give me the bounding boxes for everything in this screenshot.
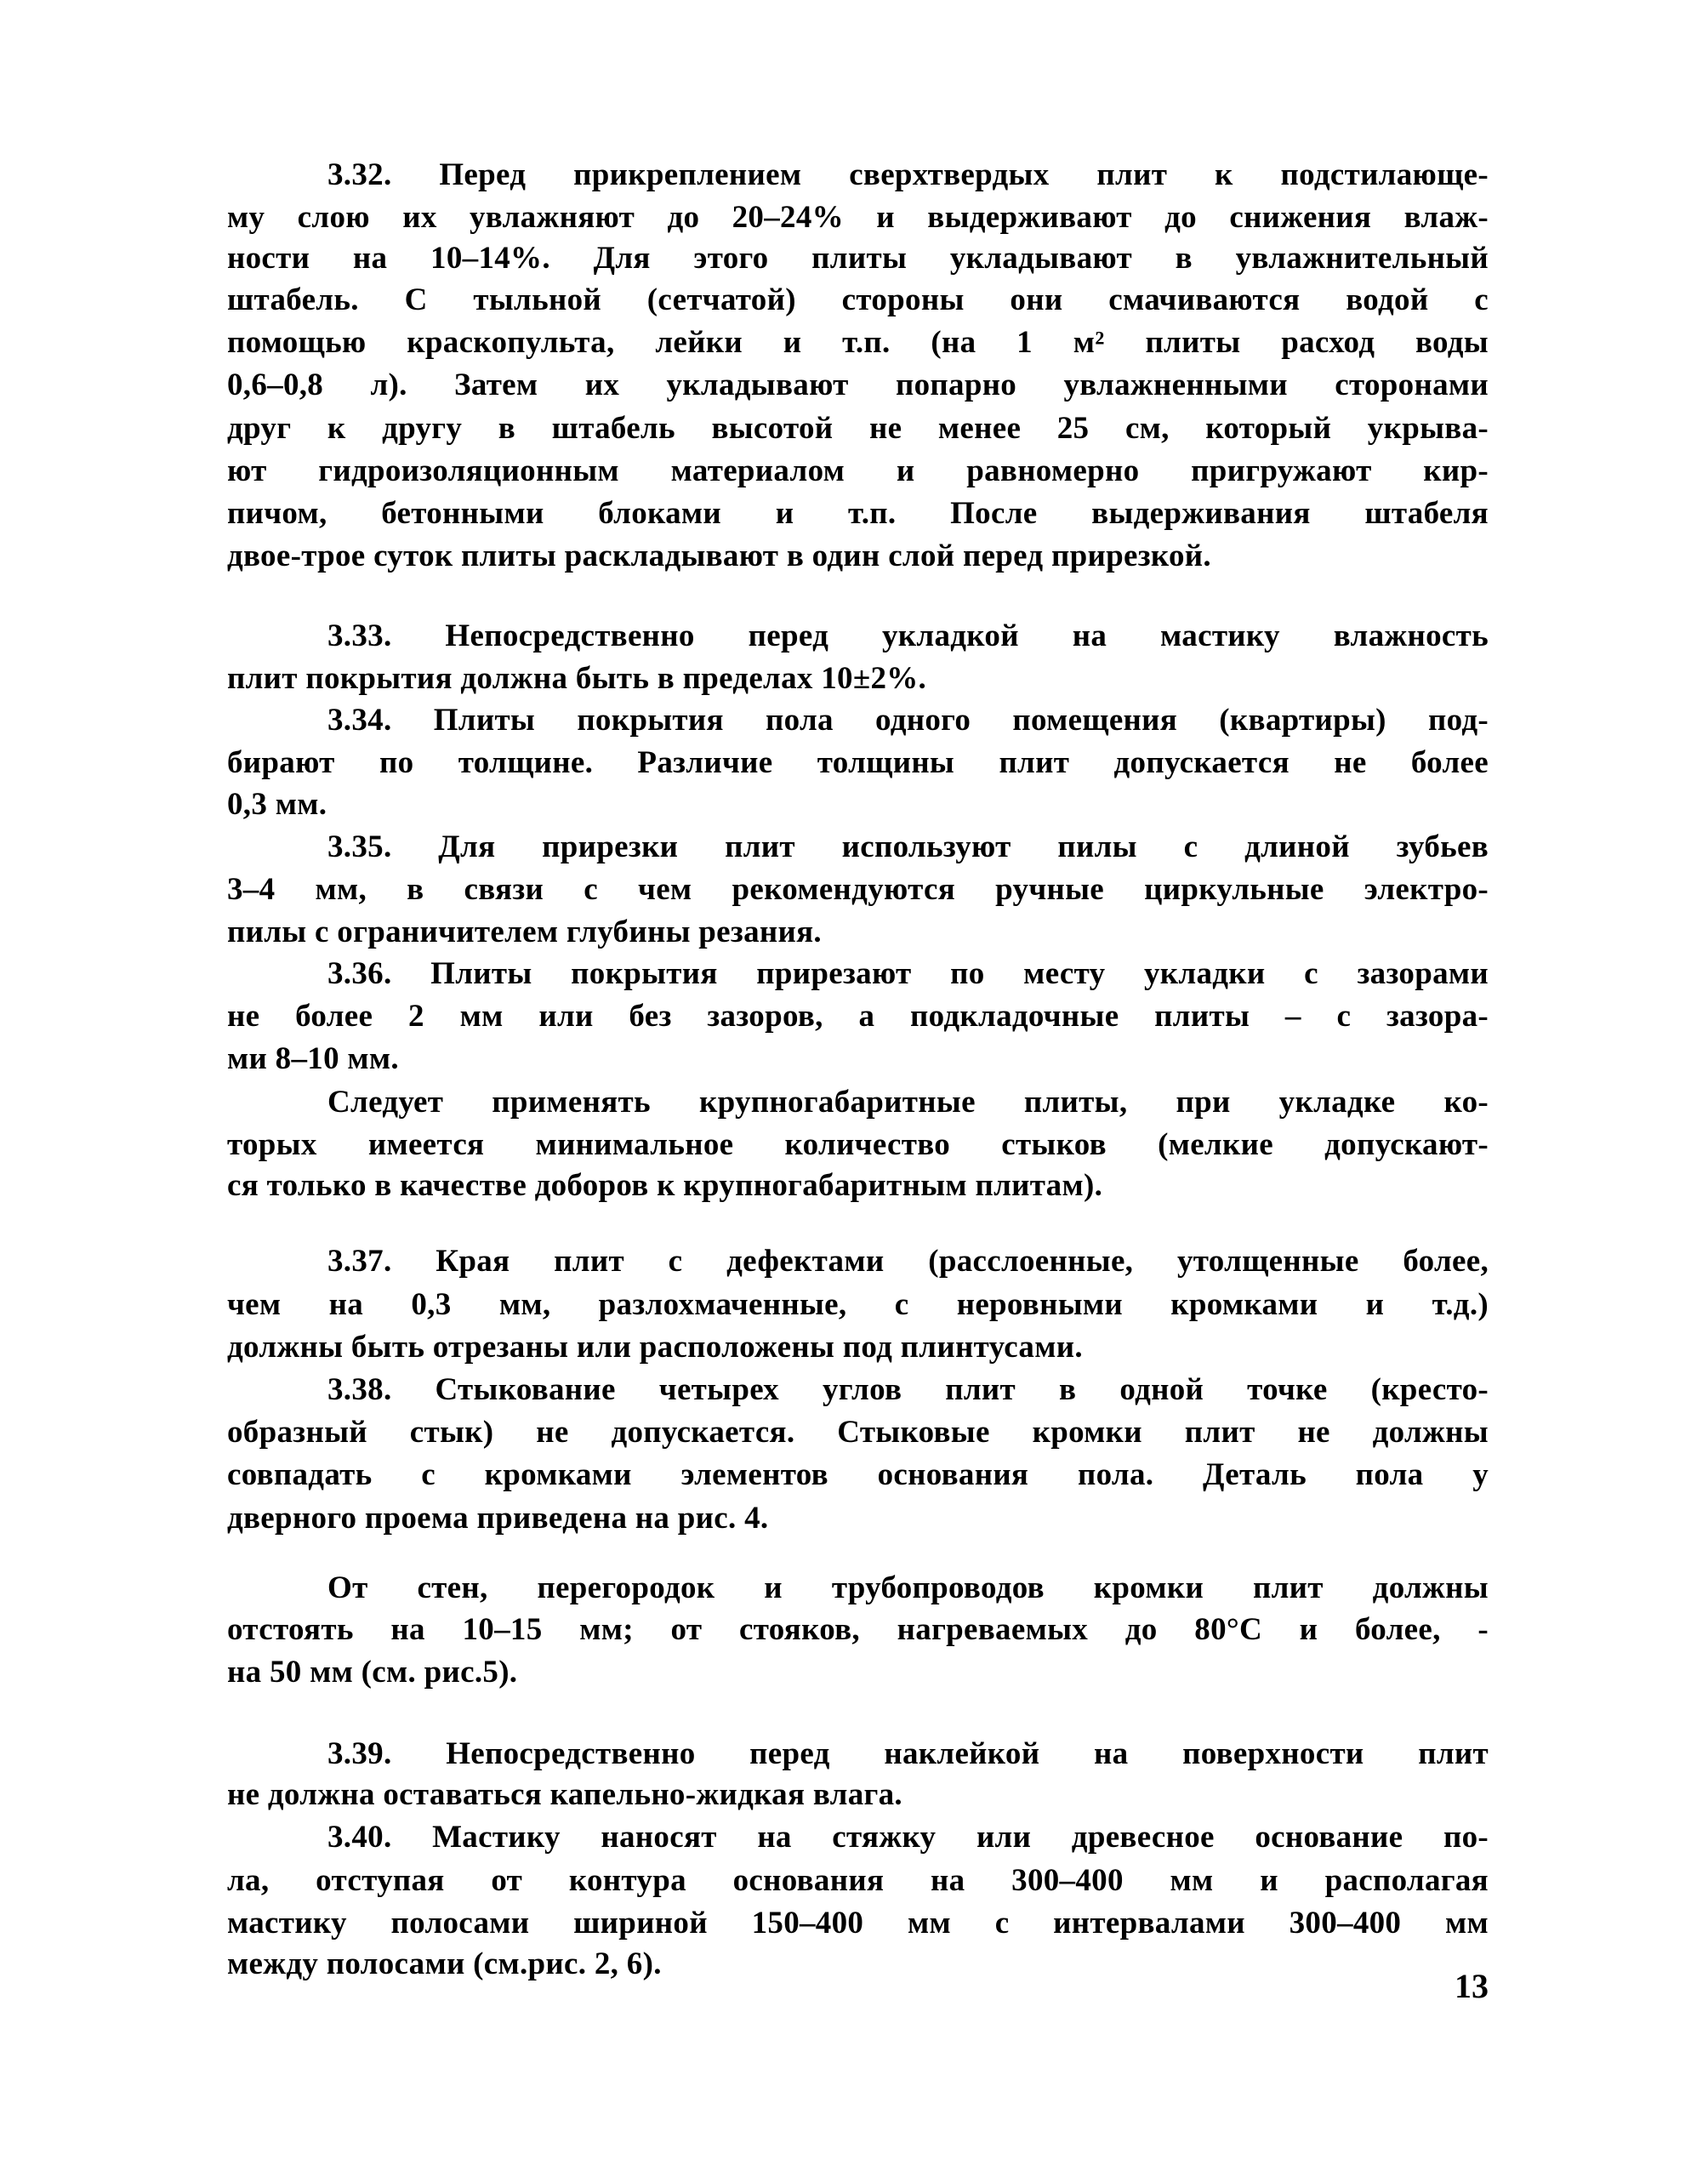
text-line: плит покрытия должна быть в пределах 10±2%. xyxy=(227,661,927,696)
text-line: ла, отступая от контура основания на 300–400 мм и располагая xyxy=(227,1863,1489,1898)
text-line: отстоять на 10–15 мм; от стояков, нагреваемых до 80°С и более, - xyxy=(227,1612,1489,1647)
text-line: образный стык) не допускается. Стыковые кромки плит не должны xyxy=(227,1415,1489,1450)
text-line: не должна оставаться капельно-жидкая влага. xyxy=(227,1777,902,1812)
text-line: дверного проема приведена на рис. 4. xyxy=(227,1501,769,1536)
text-line: друг к другу в штабель высотой не менее 25 см, который укрыва- xyxy=(227,411,1489,446)
text-line: чем на 0,3 мм, разлохмаченные, с неровными кромками и т.д.) xyxy=(227,1287,1489,1322)
text-line: От стен, перегородок и трубопроводов кромки плит должны xyxy=(327,1570,1489,1605)
text-line: 3.38. Стыкование четырех углов плит в одной точке (кресто- xyxy=(327,1372,1489,1407)
text-line: 0,6–0,8 л). Затем их укладывают попарно увлажненными сторонами xyxy=(227,368,1489,402)
page-number: 13 xyxy=(1455,1967,1489,2005)
text-line: ми 8–10 мм. xyxy=(227,1041,399,1076)
text-line: мастику полосами шириной 150–400 мм с интервалами 300–400 мм xyxy=(227,1906,1489,1941)
text-line: 3.34. Плиты покрытия пола одного помещения (квартиры) под- xyxy=(327,703,1489,738)
text-line: торых имеется минимальное количество стыков (мелкие допускают- xyxy=(227,1127,1489,1162)
text-line: 3.35. Для прирезки плит используют пилы с длиной зубьев xyxy=(327,829,1489,864)
text-line: 3.39. Непосредственно перед наклейкой на поверхности плит xyxy=(327,1736,1489,1771)
text-line: помощью краскопульта, лейки и т.п. (на 1 м² плиты расход воды xyxy=(227,325,1489,360)
text-line: 0,3 мм. xyxy=(227,787,327,822)
text-line: 3–4 мм, в связи с чем рекомендуются ручные циркульные электро- xyxy=(227,872,1489,907)
text-line: му слою их увлажняют до 20–24% и выдерживают до снижения влаж- xyxy=(227,200,1489,235)
text-line: между полосами (см.рис. 2, 6). xyxy=(227,1946,662,1981)
text-line: 3.36. Плиты покрытия прирезают по месту укладки с зазорами xyxy=(327,956,1489,991)
text-line: ют гидроизоляционным материалом и равномерно пригружают кир- xyxy=(227,453,1489,488)
text-line: ся только в качестве доборов к крупногабаритным плитам). xyxy=(227,1168,1103,1203)
text-line: двое-трое суток плиты раскладывают в один слой перед прирезкой. xyxy=(227,539,1211,573)
text-line: на 50 мм (см. рис.5). xyxy=(227,1655,518,1690)
text-line: 3.33. Непосредственно перед укладкой на мастику влажность xyxy=(327,618,1489,653)
text-line: должны быть отрезаны или расположены под плинтусами. xyxy=(227,1330,1083,1365)
text-line: 3.40. Мастику наносят на стяжку или древесное основание по- xyxy=(327,1820,1489,1855)
text-line: 3.37. Края плит с дефектами (расслоенные, утолщенные более, xyxy=(327,1244,1489,1279)
text-line: штабель. С тыльной (сетчатой) стороны они смачиваются водой с xyxy=(227,282,1489,317)
text-line: пичом, бетонными блоками и т.п. После выдерживания штабеля xyxy=(227,496,1489,531)
text-line: совпадать с кромками элементов основания пола. Деталь пола у xyxy=(227,1457,1489,1492)
text-line: ности на 10–14%. Для этого плиты укладывают в увлажнительный xyxy=(227,241,1489,276)
text-line: бирают по толщине. Различие толщины плит допускается не более xyxy=(227,745,1489,780)
text-line: 3.32. Перед прикреплением сверхтвердых плит к подстилающе- xyxy=(327,157,1489,192)
text-line: пилы с ограничителем глубины резания. xyxy=(227,915,822,949)
text-line: Следует применять крупногабаритные плиты, при укладке ко- xyxy=(327,1085,1489,1120)
text-line: не более 2 мм или без зазоров, а подкладочные плиты – с зазора- xyxy=(227,999,1489,1034)
